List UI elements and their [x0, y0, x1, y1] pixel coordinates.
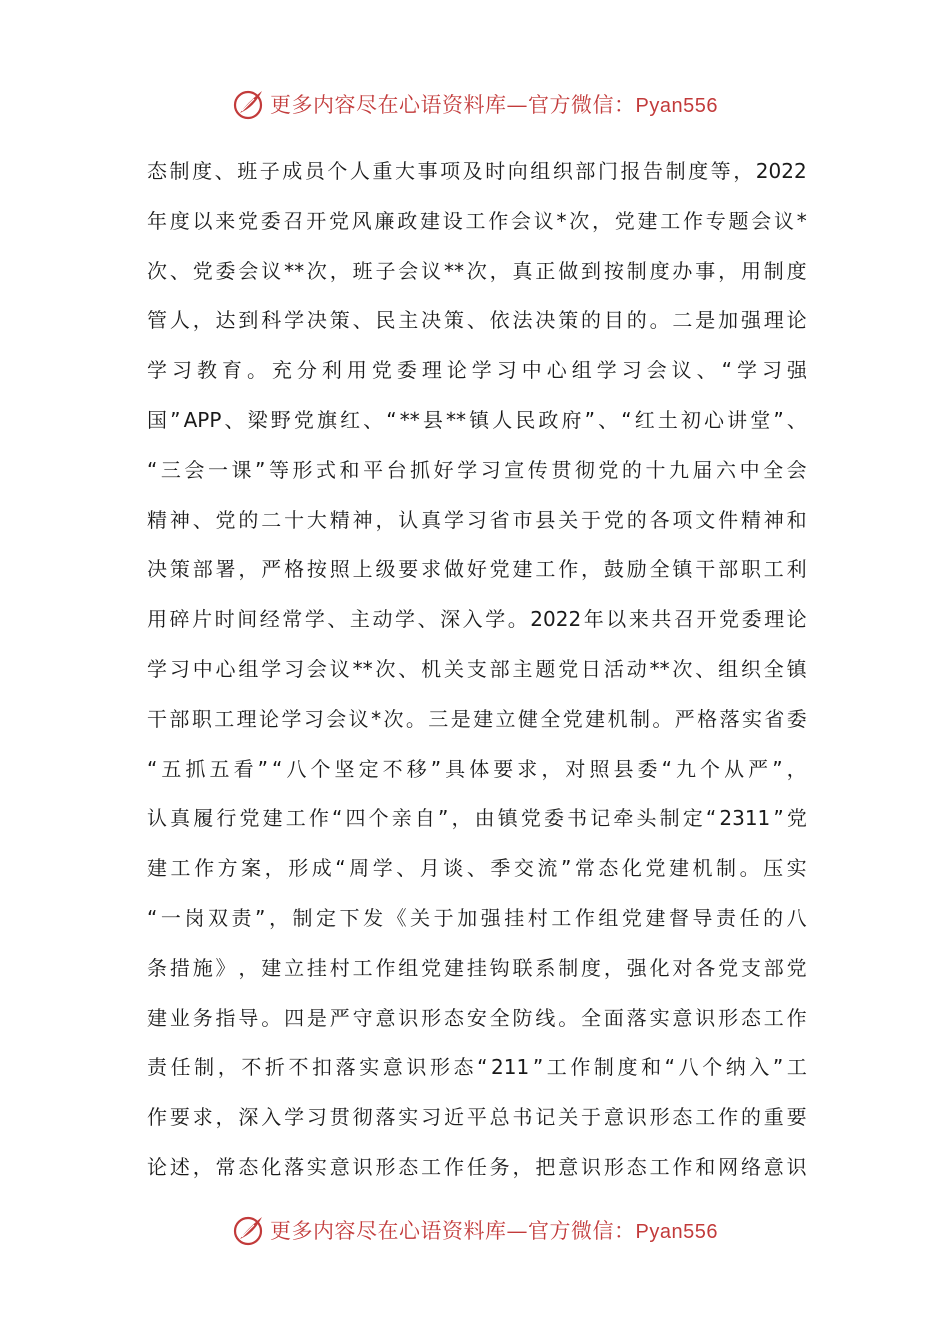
- paragraph-line: 建 业 务 指 导 。 四 是 严 守 意 识 形 态 安 全 防 线 。 全 面 落 实 意 识 形 态 工 作: [147, 1005, 807, 1030]
- footer-watermark: [0, 1210, 950, 1250]
- paragraph-line: 条 措 施 》 ， 建 立 挂 村 工 作 组 党 建 挂 钩 联 系 制 度 ， 强 化 对 各 党 支 部 党: [147, 955, 807, 980]
- paragraph-line: “ 五 抓 五 看 ” “ 八 个 坚 定 不 移 ” 具 体 要 求 ， 对 照 县 委 “ 九 个 从 严 ” ，: [147, 756, 807, 781]
- paragraph-line: 次 、 党 委 会 议 ** 次 ， 班 子 会 议 ** 次 ， 真 正 做 到 按 制 度 办 事 ， 用 制 度: [147, 258, 807, 283]
- paragraph-line: 国 ” APP 、 梁 野 党 旗 红 、 “ ** 县 ** 镇 人 民 政 府 ” 、 “ 红 土 初 心 讲 堂 ” 、: [147, 407, 807, 432]
- paragraph-line: 用 碎 片 时 间 经 常 学 、 主 动 学 、 深 入 学 。 2022 年 以 来 共 召 开 党 委 理 论: [147, 607, 807, 632]
- watermark-wechat-id: Pyan556: [635, 95, 718, 117]
- paragraph-line: “ 三 会 一 课 ” 等 形 式 和 平 台 抓 好 学 习 宣 传 贯 彻 党 的 十 九 届 六 中 全 会: [147, 457, 807, 482]
- quill-logo-icon: [232, 1213, 266, 1247]
- paragraph-line: 作 要 求 ， 深 入 学 习 贯 彻 落 实 习 近 平 总 书 记 关 于 意 识 形 态 工 作 的 重 要: [147, 1105, 807, 1130]
- paragraph-line: 管 人 ， 达 到 科 学 决 策 、 民 主 决 策 、 依 法 决 策 的 目 的 。 二 是 加 强 理 论: [147, 308, 807, 333]
- paragraph-line: 责 任 制 ， 不 折 不 扣 落 实 意 识 形 态 “ 211 ” 工 作 制 度 和 “ 八 个 纳 入 ” 工: [147, 1055, 807, 1080]
- watermark-wechat-id: Pyan556: [635, 1221, 718, 1243]
- paragraph-line: 态 制 度 、 班 子 成 员 个 人 重 大 事 项 及 时 向 组 织 部 门 报 告 制 度 等 ， 2022: [147, 159, 807, 183]
- quill-logo-icon: [232, 87, 266, 121]
- paragraph-line: 精 神 、 党 的 二 十 大 精 神 ， 认 真 学 习 省 市 县 关 于 党 的 各 项 文 件 精 神 和: [147, 507, 807, 532]
- paragraph-line: 决 策 部 署 ， 严 格 按 照 上 级 要 求 做 好 党 建 工 作 ， 鼓 励 全 镇 干 部 职 工 利: [147, 557, 807, 582]
- watermark-text: 更多内容尽在心语资料库—官方微信：Pyan556: [270, 1219, 718, 1243]
- paragraph-line: 建 工 作 方 案 ， 形 成 “ 周 学 、 月 谈 、 季 交 流 ” 常 态 化 党 建 机 制 。 压 实: [147, 856, 807, 881]
- watermark-text: 更多内容尽在心语资料库—官方微信：Pyan556: [270, 93, 718, 117]
- header-watermark: [0, 84, 950, 124]
- paragraph-line: “ 一 岗 双 责 ” ， 制 定 下 发 《 关 于 加 强 挂 村 工 作 组 党 建 督 导 责 任 的 八: [147, 905, 807, 930]
- paragraph-line: 认 真 履 行 党 建 工 作 “ 四 个 亲 自 ” ， 由 镇 党 委 书 记 牵 头 制 定 “ 2311 ” 党: [147, 806, 807, 831]
- paragraph-line: 学 习 教 育 。 充 分 利 用 党 委 理 论 学 习 中 心 组 学 习 会 议 、 “ 学 习 强: [147, 358, 807, 383]
- paragraph-line: 年 度 以 来 党 委 召 开 党 风 廉 政 建 设 工 作 会 议 * 次 ， 党 建 工 作 专 题 会 议 *: [147, 208, 807, 233]
- paragraph-line: 学 习 中 心 组 学 习 会 议 ** 次 、 机 关 支 部 主 题 党 日 活 动 ** 次 、 组 织 全 镇: [147, 656, 807, 681]
- paragraph-line: 干 部 职 工 理 论 学 习 会 议 * 次 。 三 是 建 立 健 全 党 建 机 制 。 严 格 落 实 省 委: [147, 706, 807, 731]
- document-body: [147, 147, 807, 1193]
- paragraph-line: 论 述 ， 常 态 化 落 实 意 识 形 态 工 作 任 务 ， 把 意 识 形 态 工 作 和 网 络 意 识: [147, 1154, 807, 1179]
